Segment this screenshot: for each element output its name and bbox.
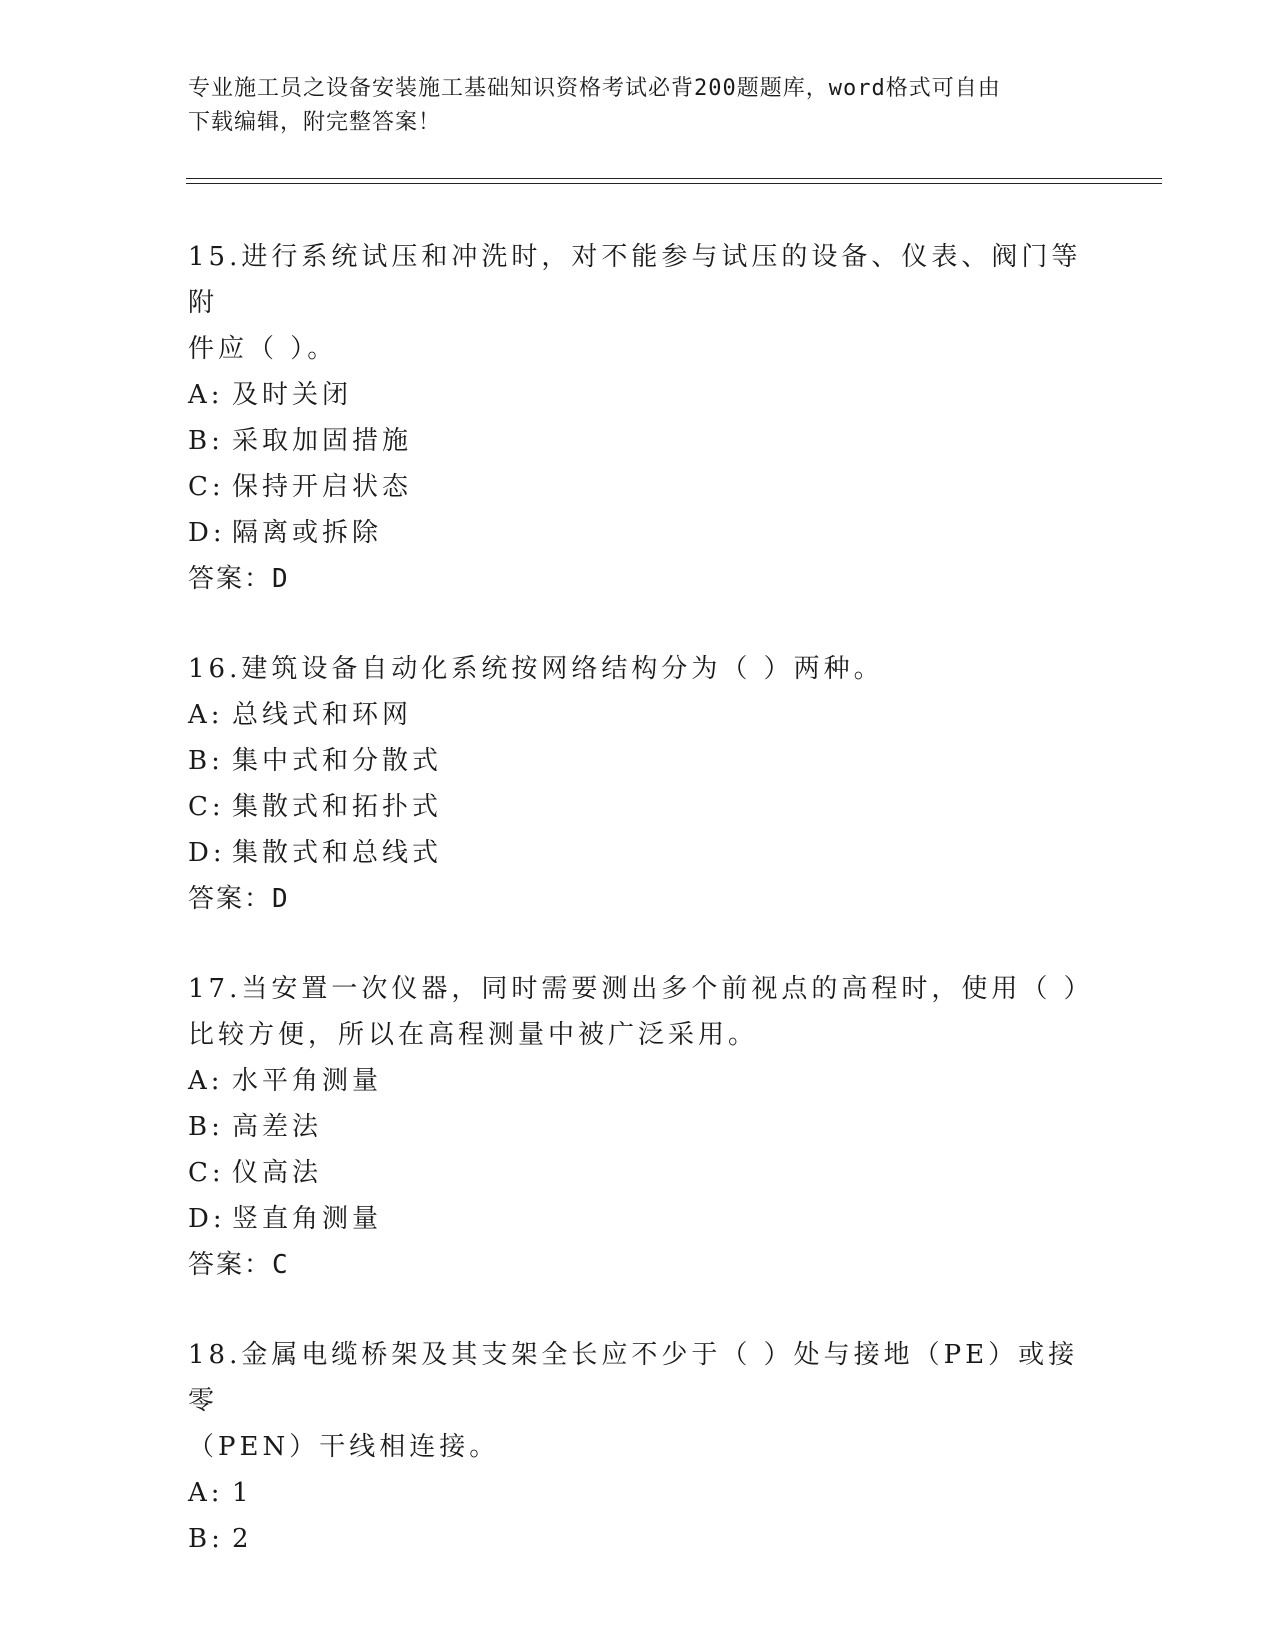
option-letter: D: [188,1204,226,1234]
question-16 [188,646,1088,922]
question-text-line-2: （PEN）干线相连接。 [188,1432,500,1462]
answer: 答案：D [188,564,290,594]
option-letter: C: [188,472,225,502]
header-line-1: 专业施工员之设备安装施工基础知识资格考试必背200题题库，word格式可自由 [188,76,1001,101]
option-letter: A: [188,380,224,410]
option-letter: B: [188,426,224,456]
option-text: 隔离或拆除 [232,518,383,548]
header-divider-bottom [186,183,1162,184]
option-letter: C: [188,792,225,822]
option-text: 及时关闭 [232,380,353,410]
answer: 答案：C [188,1250,290,1280]
question-text-line-1: 17.当安置一次仪器，同时需要测出多个前视点的高程时，使用（ ） [188,974,1094,1004]
option-c [188,784,1088,830]
option-letter: C: [188,1158,225,1188]
option-letter: D: [188,518,226,548]
option-text: 高差法 [232,1112,323,1142]
option-b [188,418,1088,464]
option-b [188,738,1088,784]
option-text: 1 [232,1478,253,1508]
question-text-line-2: 比较方便，所以在高程测量中被广泛采用。 [188,1020,759,1050]
option-letter: D: [188,838,226,868]
option-text: 保持开启状态 [232,472,413,502]
option-letter: A: [188,700,224,730]
answer: 答案：D [188,884,290,914]
option-text: 总线式和环网 [232,700,413,730]
option-c [188,1150,1088,1196]
option-a [188,692,1088,738]
option-d [188,510,1088,556]
option-text: 集散式和总线式 [232,838,443,868]
option-a [188,1470,1088,1516]
option-b [188,1516,1088,1562]
option-letter: B: [188,746,224,776]
option-b [188,1104,1088,1150]
option-text: 集散式和拓扑式 [232,792,443,822]
question-list [188,234,1094,1606]
question-text-line-1: 15.进行系统试压和冲洗时，对不能参与试压的设备、仪表、阀门等附 [188,242,1082,318]
option-c [188,464,1088,510]
option-text: 2 [232,1524,253,1554]
option-d [188,830,1088,876]
option-letter: B: [188,1524,224,1554]
header-line-2: 下载编辑，附完整答案！ [188,110,442,135]
question-text-line-1: 18.金属电缆桥架及其支架全长应不少于（ ）处与接地（PE）或接零 [188,1340,1079,1416]
question-text-line-1: 16.建筑设备自动化系统按网络结构分为（ ）两种。 [188,654,884,684]
question-17 [188,966,1094,1288]
header-divider-top [186,178,1162,179]
option-text: 集中式和分散式 [232,746,443,776]
question-15 [188,234,1088,602]
question-18 [188,1332,1088,1562]
option-a [188,1058,1088,1104]
option-text: 采取加固措施 [232,426,413,456]
option-text: 竖直角测量 [232,1204,383,1234]
option-letter: B: [188,1112,224,1142]
option-a [188,372,1088,418]
question-text-line-2: 件应（ ）。 [188,334,338,364]
document-header [188,72,1068,140]
option-text: 仪高法 [232,1158,323,1188]
option-d [188,1196,1088,1242]
option-letter: A: [188,1478,224,1508]
option-letter: A: [188,1066,224,1096]
option-text: 水平角测量 [232,1066,383,1096]
